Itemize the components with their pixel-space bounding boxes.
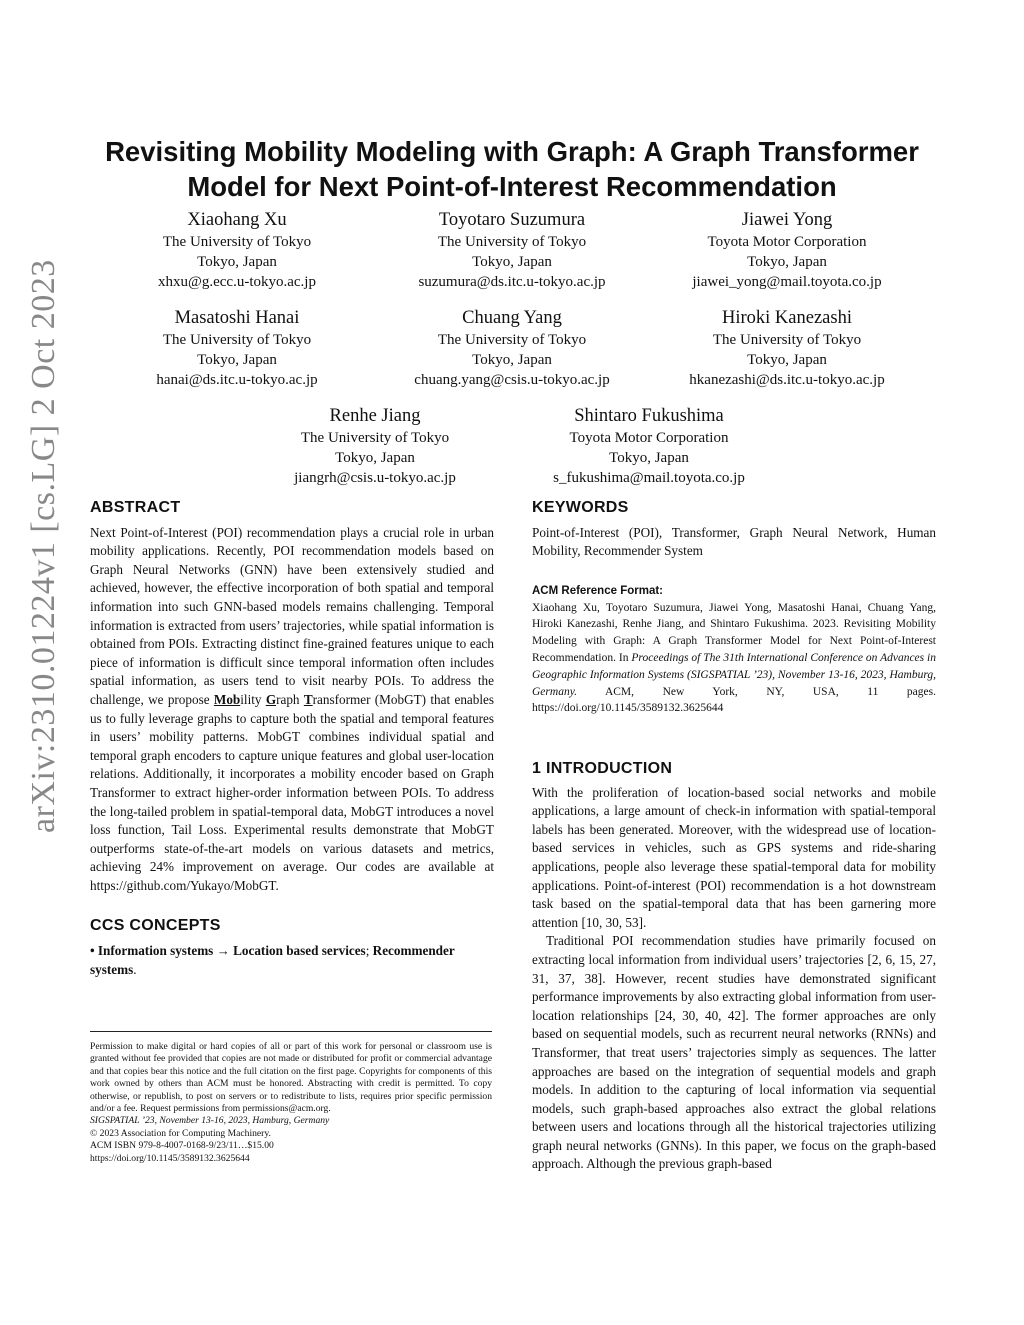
author-block: [92, 307, 382, 390]
author-email: xhxu@g.ecc.u-tokyo.ac.jp: [158, 274, 316, 290]
author-affiliation: The University of Tokyo: [712, 332, 862, 348]
acm-reference-authors: Xiaohang Xu, Toyotaro Suzumura, Jiawei Yong, Masatoshi Hanai, Chuang Yang, Hiroki Kanezashi, Renhe Jiang, and Shintaro Fukushima. 2023. Revisiting Mobility Modeling with Graph: A Graph Transformer Model for Next Point-of-Interest Recommendation. In: [532, 601, 936, 664]
author-email: hanai@ds.itc.u-tokyo.ac.jp: [156, 372, 318, 388]
permission-isbn: ACM ISBN 979-8-4007-0168-9/23/11…$15.00: [90, 1140, 274, 1152]
author-location: Tokyo, Japan: [747, 352, 827, 368]
author-affiliation: The University of Tokyo: [162, 332, 312, 348]
author-affiliation: The University of Tokyo: [437, 234, 587, 250]
acm-reference-proceedings: Proceedings of The 31th International Conference on Advances in Geographic Information Systems (SIGSPATIAL ’23), November 13-16, 2023, Hamburg, Germany.: [532, 651, 936, 698]
author-block: [642, 307, 932, 390]
abstract-text-after: (MobGT) that enables us to fully leverage graphs to capture both the spatial and temporal features in users’ mobility patterns. MobGT combines individual spatial and temporal graph encoders to capture unique features and global user-location relations. Additionally, it incorporates a mobility encoder based on Graph Transformer to extract higher-order information between POIs. To address the long-tailed problem in spatial-temporal data, MobGT introduces a novel loss function, Tail Loss. Experimental results demonstrate that MobGT outperforms state-of-the-art models on various datasets and metrics, achieving 24% improvement on average. Our codes are available at https://github.com/Yukayo/MobGT.: [90, 691, 495, 893]
author-name: Hiroki Kanezashi: [722, 308, 852, 328]
author-name: Shintaro Fukushima: [574, 406, 724, 426]
author-name: Xiaohang Xu: [187, 210, 287, 230]
author-affiliation: The University of Tokyo: [300, 430, 450, 446]
abstract-t-rest: ransformer: [312, 691, 371, 707]
author-location: Tokyo, Japan: [472, 254, 552, 270]
permission-footnote: [90, 1041, 492, 1165]
title-line-2: Model for Next Point-of-Interest Recommendation: [187, 171, 837, 202]
author-email: suzumura@ds.itc.u-tokyo.ac.jp: [418, 274, 606, 290]
author-block: [92, 209, 382, 292]
acm-reference-tail: ACM, New York, NY, USA, 11 pages. https://doi.org/10.1145/3589132.3625644: [532, 685, 936, 715]
keywords-heading: KEYWORDS: [532, 499, 629, 516]
author-affiliation: Toyota Motor Corporation: [707, 234, 867, 250]
paper-title: [60, 134, 964, 204]
author-email: jiawei_yong@mail.toyota.co.jp: [692, 274, 882, 290]
ccs-heading: CCS CONCEPTS: [90, 917, 221, 935]
abstract-t-bold: T: [303, 691, 313, 707]
introduction-heading: 1 INTRODUCTION: [532, 760, 673, 777]
arxiv-stamp: arXiv:2310.01224v1 [cs.LG] 2 Oct 2023: [25, 259, 62, 833]
introduction-section: [532, 760, 936, 1174]
abstract-g-rest: raph: [276, 691, 304, 707]
title-line-1: Revisiting Mobility Modeling with Graph: A Graph Transformer: [105, 136, 919, 167]
author-email: hkanezashi@ds.itc.u-tokyo.ac.jp: [689, 372, 885, 388]
author-block: [367, 307, 657, 390]
acm-reference: [532, 583, 936, 717]
author-name: Toyotaro Suzumura: [438, 210, 586, 230]
author-location: Tokyo, Japan: [197, 254, 277, 270]
author-name: Masatoshi Hanai: [174, 308, 300, 328]
author-name: Renhe Jiang: [329, 406, 421, 426]
author-email: chuang.yang@csis.u-tokyo.ac.jp: [414, 372, 610, 388]
ccs-separator: ;: [365, 943, 370, 959]
abstract-mob-rest: ility: [240, 691, 266, 707]
author-affiliation: The University of Tokyo: [437, 332, 587, 348]
permission-text: Permission to make digital or hard copies of all or part of this work for personal or classroom use is granted without fee provided that copies are not made or distributed for profit or commercial advantage and that copies bear this notice and the full citation on the first page. Copyrights for components of this work owned by others than ACM must be honored. Abstracting with credit is permitted. To copy otherwise, or republish, to post on servers or to redistribute to lists, requires prior specific permission and/or a fee. Request permissions from permissions@acm.org.: [90, 1041, 492, 1115]
ccs-bullet: •: [90, 943, 95, 959]
keywords-text: Point-of-Interest (POI), Transformer, Graph Neural Network, Human Mobility, Recommender System: [532, 524, 936, 559]
footnote-rule: [90, 1031, 492, 1032]
ccs-text: [90, 942, 494, 979]
permission-doi: https://doi.org/10.1145/3589132.3625644: [90, 1152, 250, 1164]
ccs-arrow: →: [216, 943, 230, 959]
permission-copyright: © 2023 Association for Computing Machinery.: [90, 1127, 271, 1139]
author-block: [504, 405, 794, 488]
author-name: Jiawei Yong: [741, 210, 833, 230]
abstract-mob-bold: Mob: [213, 691, 241, 707]
permission-venue: SIGSPATIAL ’23, November 13-16, 2023, Hamburg, Germany: [90, 1115, 330, 1127]
author-name: Chuang Yang: [462, 308, 562, 328]
acm-reference-text: [532, 600, 936, 718]
ccs-item-recommender: Recommender systems: [90, 943, 455, 977]
ccs-item-location-services: Location based services: [233, 943, 366, 959]
author-location: Tokyo, Japan: [747, 254, 827, 270]
acm-reference-label: ACM Reference Format:: [532, 584, 663, 597]
ccs-end: .: [133, 961, 137, 977]
introduction-paragraph: Traditional POI recommendation studies have primarily focused on extracting local information from individual users’ trajectories [2, 6, 15, 27, 31, 37, 38]. However, recent studies have demonstrated significant performance improvements by also extracting global information from user-location relationships [24, 30, 40, 42]. The former approaches are only based on sequential models, such as recurrent neural networks (RNNs) and Transformer, that treat users’ trajectories simply as sequences. The latter approaches are based on the integration of sequential models and graph models. In addition to the capturing of local information via sequential models, such graph-based approaches also extract the global relations between users and locations through all the historical trajectories utilizing graph neural networks (GNNs). In this paper, we focus on the graph-based approach. Although the previous graph-based: [532, 933, 936, 1172]
author-email: s_fukushima@mail.toyota.co.jp: [553, 470, 745, 486]
abstract-heading: ABSTRACT: [90, 499, 181, 516]
abstract-text: [90, 524, 494, 896]
author-block: [642, 209, 932, 292]
left-column: [90, 499, 494, 979]
author-block: [367, 209, 657, 292]
author-affiliation: The University of Tokyo: [162, 234, 312, 250]
introduction-paragraph: With the proliferation of location-based social networks and mobile applications, a large amount of check-in information with spatial-temporal labels has been generated. Moreover, with the widespread use of location-based services in vehicles, such as GPS systems and ride-sharing applications, people also leverage these spatial-temporal data for mobility applications. Point-of-interest (POI) recommendation is a hot downstream task based on the spatial-temporal data that has been garnering more attention [10, 30, 53].: [532, 784, 936, 930]
author-email: jiangrh@csis.u-tokyo.ac.jp: [294, 470, 456, 486]
author-location: Tokyo, Japan: [197, 352, 277, 368]
right-column: [532, 499, 936, 717]
author-location: Tokyo, Japan: [472, 352, 552, 368]
ccs-item-information-systems: Information systems: [97, 943, 214, 959]
abstract-g-bold: G: [265, 691, 277, 707]
author-block: [230, 405, 520, 488]
author-location: Tokyo, Japan: [335, 450, 415, 466]
author-location: Tokyo, Japan: [609, 450, 689, 466]
author-affiliation: Toyota Motor Corporation: [569, 430, 729, 446]
abstract-text-before: Next Point-of-Interest (POI) recommendation plays a crucial role in urban mobility applications. Recently, POI recommendation models based on Graph Neural Networks (GNN) have been extensively studied and achieved, however, the effective incorporation of both spatial and temporal information into such GNN-based models remains challenging. Temporal information is extracted from users’ trajectories, while spatial information is obtained from POIs. Extracting distinct fine-grained features unique to each piece of information is difficult since temporal information often includes spatial information, as users tend to visit nearby POIs. To address the challenge, we propose: [90, 524, 494, 707]
